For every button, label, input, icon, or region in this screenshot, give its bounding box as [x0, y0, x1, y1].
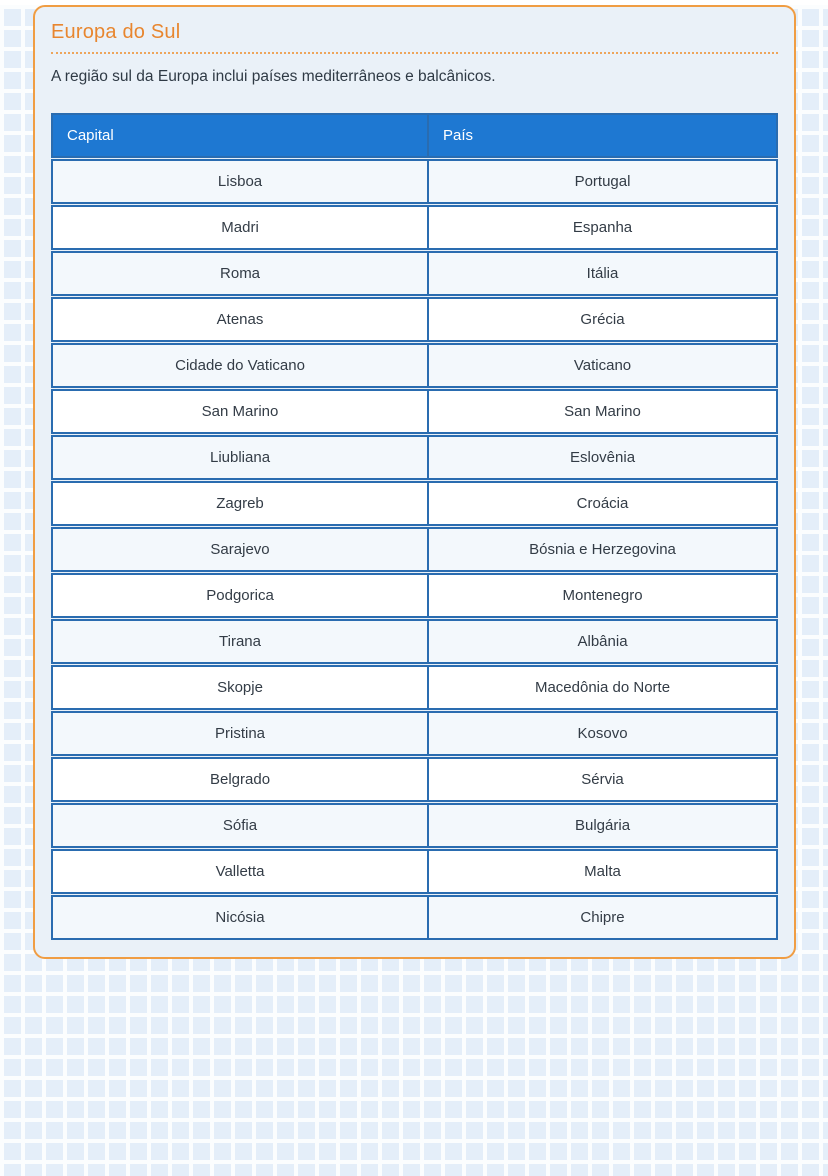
table-cell: Malta: [428, 849, 778, 894]
table-row: [51, 343, 778, 388]
table-cell: Tirana: [51, 619, 428, 664]
table-row: [51, 619, 778, 664]
table-cell: Sérvia: [428, 757, 778, 802]
table-cell: Chipre: [428, 895, 778, 940]
table-cell: Belgrado: [51, 757, 428, 802]
column-header-country: País: [428, 113, 778, 158]
table-cell: Montenegro: [428, 573, 778, 618]
table-cell: Eslovênia: [428, 435, 778, 480]
table-cell: Portugal: [428, 159, 778, 204]
table-row: [51, 711, 778, 756]
table-row: [51, 895, 778, 940]
table-cell: Lisboa: [51, 159, 428, 204]
table-cell: Kosovo: [428, 711, 778, 756]
table-cell: Itália: [428, 251, 778, 296]
page-background: [0, 5, 828, 1176]
table-cell: Albânia: [428, 619, 778, 664]
table-row: [51, 389, 778, 434]
table-cell: Vaticano: [428, 343, 778, 388]
table-row: [51, 205, 778, 250]
table-row: [51, 297, 778, 342]
table-cell: Atenas: [51, 297, 428, 342]
table-cell: Liubliana: [51, 435, 428, 480]
table-cell: Macedônia do Norte: [428, 665, 778, 710]
capitals-table: [51, 112, 778, 941]
table-row: [51, 159, 778, 204]
table-row: [51, 665, 778, 710]
table-cell: Skopje: [51, 665, 428, 710]
table-cell: Bósnia e Herzegovina: [428, 527, 778, 572]
table-cell: Pristina: [51, 711, 428, 756]
table-row: [51, 527, 778, 572]
table-cell: Sarajevo: [51, 527, 428, 572]
column-header-capital: Capital: [51, 113, 428, 158]
table-cell: Zagreb: [51, 481, 428, 526]
table-cell: San Marino: [428, 389, 778, 434]
table-cell: Valletta: [51, 849, 428, 894]
table-cell: Sófia: [51, 803, 428, 848]
table-cell: Nicósia: [51, 895, 428, 940]
table-cell: Podgorica: [51, 573, 428, 618]
table-header-row: [51, 113, 778, 158]
table-cell: Espanha: [428, 205, 778, 250]
table-cell: San Marino: [51, 389, 428, 434]
table-row: [51, 251, 778, 296]
table-cell: Madri: [51, 205, 428, 250]
section-description: A região sul da Europa inclui países mediterrâneos e balcânicos.: [51, 68, 496, 85]
table-row: [51, 481, 778, 526]
table-cell: Roma: [51, 251, 428, 296]
table-row: [51, 435, 778, 480]
table-cell: Croácia: [428, 481, 778, 526]
section-title: Europa do Sul: [51, 21, 778, 54]
capitals-table-body: [51, 159, 778, 940]
table-row: [51, 803, 778, 848]
table-row: [51, 757, 778, 802]
table-row: [51, 573, 778, 618]
table-cell: Cidade do Vaticano: [51, 343, 428, 388]
table-cell: Bulgária: [428, 803, 778, 848]
capitals-table-head: [51, 113, 778, 158]
content-card: [33, 5, 796, 959]
table-cell: Grécia: [428, 297, 778, 342]
table-row: [51, 849, 778, 894]
